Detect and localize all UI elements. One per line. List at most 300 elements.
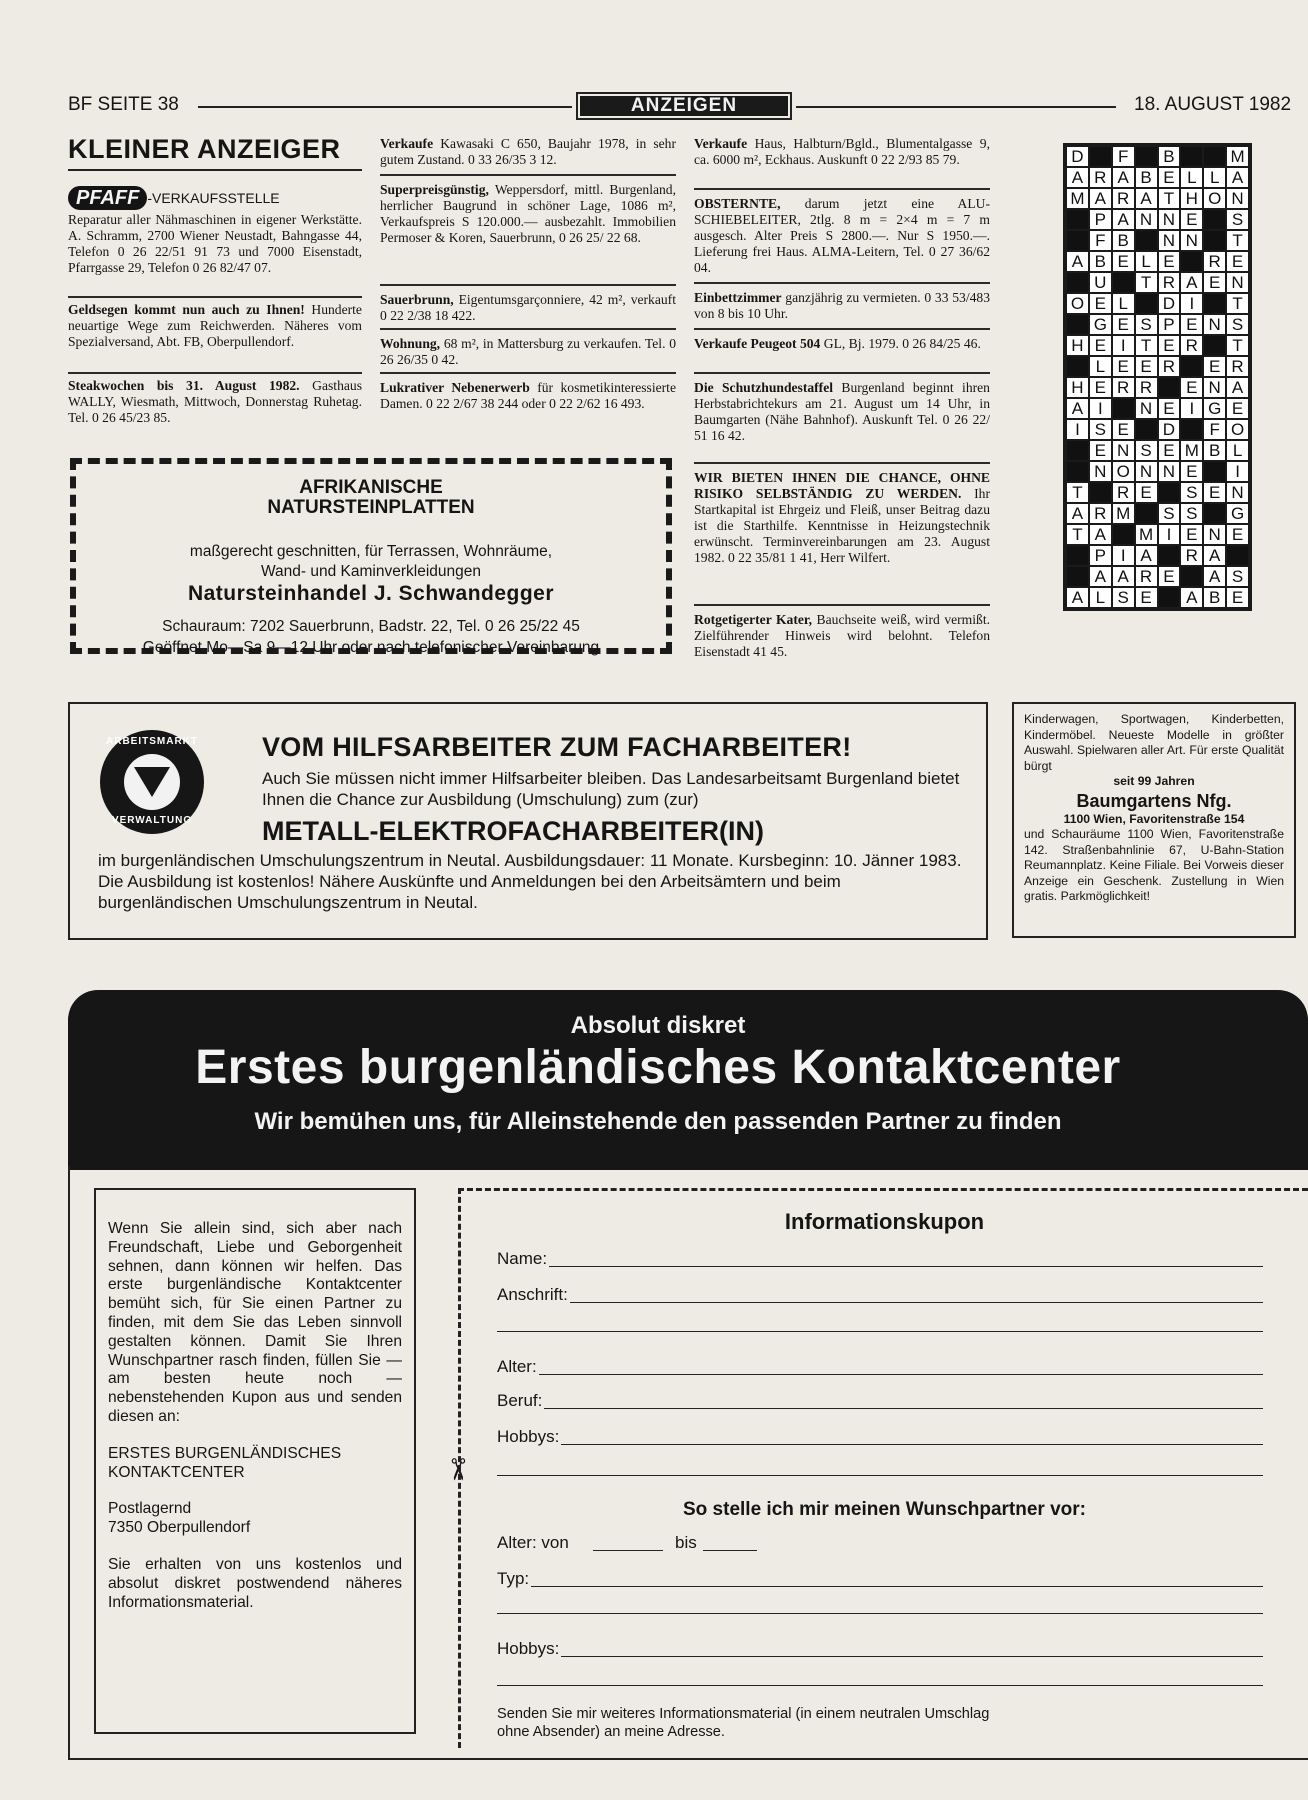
wish-hobbies-label: Hobbys:: [497, 1639, 560, 1658]
divider: [380, 174, 676, 176]
info-paragraph: Wenn Sie allein sind, sich aber nach Freundschaft, Liebe und Geborgenheit sehnen, dann können wir helfen. Das erste burgenländische Kontaktcenter bemüht sich, für Sie einen Partner zu finden, mit dem Sie das Leben sinnvoll gestalten können. Damit Sie Ihren Wunschpartner rasch finden, füllen Sie — am besten heute noch — nebenstehenden Kupon aus und senden diesen an:: [108, 1220, 402, 1425]
crossword-cell: E: [1203, 272, 1226, 293]
field-line: [497, 1302, 1263, 1303]
hobbies-field-line2[interactable]: [497, 1475, 1263, 1476]
crossword-cell: N: [1203, 377, 1226, 398]
crossword-cell: M: [1112, 503, 1135, 524]
crossword-cell: S: [1180, 482, 1203, 503]
crossword-cell: R: [1089, 167, 1112, 188]
crossword-cell: R: [1203, 251, 1226, 272]
crossword-cell: F: [1203, 419, 1226, 440]
crossword-cell: L: [1226, 440, 1249, 461]
crossword-cell: E: [1135, 356, 1158, 377]
crossword-cell: I: [1112, 545, 1135, 566]
info-address-line2: 7350 Oberpullendorf: [108, 1519, 251, 1537]
job-label: Beruf:: [497, 1391, 543, 1410]
steak-text: Gasthaus WALLY, Wiesmath, Mittwoch, Donnerstag Ruhetag. Tel. 0 26 45/23 85.: [68, 378, 362, 425]
crossword-cell: [1066, 272, 1089, 293]
crossword-cell: N: [1158, 230, 1181, 251]
geldsegen-ad: [68, 302, 362, 350]
crossword-cell: S: [1089, 419, 1112, 440]
crossword-cell: B: [1135, 167, 1158, 188]
crossword-cell: H: [1180, 188, 1203, 209]
age-field[interactable]: [497, 1355, 1263, 1377]
kawasaki-text: Kawasaki C 650, Baujahr 1978, in sehr gutem Zustand. 0 33 26/35 3 12.: [380, 136, 677, 167]
crossword-cell: S: [1226, 314, 1249, 335]
crossword-cell: E: [1158, 335, 1181, 356]
crossword-cell: [1112, 272, 1135, 293]
pfaff-ad-text: Reparatur aller Nähmaschinen in eigener Werkstätte. A. Schramm, 2700 Wiener Neustadt, Bahngasse 44, Telefon 0 26 22/51 91 73 und 7000 Eisenstadt, Pfarrgasse 29, Telefon 0 26 82/47 07.: [68, 212, 362, 275]
crossword-cell: [1203, 503, 1226, 524]
wish-age-field[interactable]: [497, 1531, 757, 1553]
crossword-cell: E: [1112, 314, 1135, 335]
pfaff-ad-header: [68, 186, 362, 210]
crossword-cell: G: [1226, 503, 1249, 524]
logo-bottom-text: VERWALTUNG: [111, 815, 193, 826]
crossword-cell: R: [1135, 377, 1158, 398]
field-line: [497, 1656, 1263, 1657]
divider: [694, 328, 990, 330]
arbeitsmarkt-body: im burgenländischen Umschulungszentrum in Neutal. Ausbildungsdauer: 11 Monate. Kursbeginn: 10. Jänner 1983. Die Ausbildung ist kostenlos! Nähere Auskünfte und Anmeldungen bei den Arbeitsämtern und beim burgenländischen Umschulungszentrum in Neutal.: [98, 851, 962, 912]
crossword-cell: R: [1158, 272, 1181, 293]
crossword-cell: T: [1226, 335, 1249, 356]
crossword-cell: T: [1135, 335, 1158, 356]
crossword-cell: E: [1180, 461, 1203, 482]
divider: [694, 462, 990, 464]
divider: [68, 296, 362, 298]
crossword-cell: R: [1180, 335, 1203, 356]
crossword-cell: A: [1203, 566, 1226, 587]
geldsegen-text: Hunderte neuartige Wege zum Reichwerden. Näheres vom Spezialversand, Abt. FB, Oberpullendorf.: [68, 302, 362, 349]
crossword-cell: L: [1180, 167, 1203, 188]
garconniere-lead: Sauerbrunn,: [380, 292, 454, 307]
chance-ad: [694, 470, 990, 566]
crossword-cell: N: [1180, 230, 1203, 251]
crossword-cell: [1203, 209, 1226, 230]
crossword-cell: [1135, 230, 1158, 251]
schutzhunde-ad: [694, 380, 990, 444]
crossword-cell: G: [1203, 398, 1226, 419]
column-title: KLEINER ANZEIGER: [68, 134, 341, 164]
natursteine-title-line1: AFRIKANISCHE: [299, 477, 443, 498]
divider: [68, 372, 362, 374]
crossword-cell: [1135, 146, 1158, 167]
crossword-cell: H: [1066, 377, 1089, 398]
crossword-cell: E: [1089, 293, 1112, 314]
divider: [694, 604, 990, 606]
kinderwagen-address: 1100 Wien, Favoritenstraße 154: [1063, 811, 1245, 826]
info-address-line1: Postlagernd: [108, 1500, 192, 1518]
crossword-cell: S: [1226, 566, 1249, 587]
crossword-cell: B: [1089, 251, 1112, 272]
wish-type-field[interactable]: [497, 1567, 1263, 1589]
crossword-cell: S: [1158, 503, 1181, 524]
crossword-cell: L: [1089, 587, 1112, 608]
crossword-cell: N: [1158, 461, 1181, 482]
crossword-cell: T: [1226, 230, 1249, 251]
address-field-line2[interactable]: [497, 1331, 1263, 1332]
crossword-cell: R: [1089, 503, 1112, 524]
column-title-rule: [68, 169, 362, 171]
job-field[interactable]: [497, 1389, 1263, 1411]
crossword-cell: [1180, 419, 1203, 440]
crossword-cell: D: [1158, 293, 1181, 314]
crossword-cell: E: [1226, 251, 1249, 272]
crossword-cell: [1203, 293, 1226, 314]
kontaktcenter-banner: [68, 990, 1308, 1170]
crossword-cell: P: [1158, 314, 1181, 335]
natursteine-company: Natursteinhandel J. Schwandegger: [187, 582, 555, 605]
info-address: [108, 1500, 402, 1538]
crossword-cell: [1158, 482, 1181, 503]
crossword-cell: F: [1112, 146, 1135, 167]
kater-ad: [694, 612, 990, 660]
crossword-cell: [1180, 146, 1203, 167]
nebenerwerb-ad: [380, 380, 676, 412]
crossword-cell: H: [1066, 335, 1089, 356]
crossword-cell: A: [1089, 188, 1112, 209]
crossword-cell: E: [1180, 314, 1203, 335]
logo-top-text: ARBEITSMARKT: [106, 736, 198, 747]
crossword-cell: O: [1112, 461, 1135, 482]
crossword-cell: E: [1135, 482, 1158, 503]
crossword-cell: S: [1135, 314, 1158, 335]
crossword-cell: A: [1066, 503, 1089, 524]
wish-hobbies-line2[interactable]: [497, 1685, 1263, 1686]
crossword-cell: A: [1135, 188, 1158, 209]
kontaktcenter-kicker: Absolut diskret: [570, 1012, 746, 1039]
crossword-cell: [1066, 209, 1089, 230]
crossword-cell: F: [1089, 230, 1112, 251]
kinderwagen-text1: Kinderwagen, Sportwagen, Kinderbetten, Kindermöbel. Neueste Modelle in größter Auswahl. Spielwaren aller Art. Für erste Qualität bürgt: [1024, 712, 1284, 773]
crossword-grid: [1063, 143, 1252, 611]
natursteine-address: Schauraum: 7202 Sauerbrunn, Badstr. 22, Tel. 0 26 25/22 45: [162, 618, 580, 635]
peugeot-ad: [694, 336, 990, 352]
natursteine-description: [76, 542, 666, 582]
section-label: [576, 92, 792, 120]
crossword-cell: E: [1112, 356, 1135, 377]
crossword-cell: [1066, 461, 1089, 482]
crossword-cell: E: [1158, 398, 1181, 419]
crossword-cell: E: [1112, 251, 1135, 272]
address-label: Anschrift:: [497, 1285, 568, 1304]
crossword-cell: A: [1089, 566, 1112, 587]
crossword-cell: E: [1226, 587, 1249, 608]
crossword-cell: A: [1180, 587, 1203, 608]
divider: [694, 188, 990, 190]
crossword-cell: T: [1066, 482, 1089, 503]
crossword-cell: A: [1226, 167, 1249, 188]
peugeot-text: GL, Bj. 1979. 0 26 84/25 46.: [823, 336, 981, 351]
crossword-cell: A: [1066, 167, 1089, 188]
crossword-cell: R: [1226, 356, 1249, 377]
crossword-cell: [1066, 314, 1089, 335]
header-rule-left: [198, 106, 572, 108]
crossword-cell: [1089, 146, 1112, 167]
crossword-cell: E: [1158, 251, 1181, 272]
crossword-cell: R: [1112, 482, 1135, 503]
crossword-cell: I: [1180, 293, 1203, 314]
crossword-cell: N: [1226, 482, 1249, 503]
crossword-cell: [1066, 230, 1089, 251]
einbettzimmer-ad: [694, 290, 990, 322]
kater-text: Bauchseite weiß, wird vermißt. Zielführender Hinweis wird belohnt. Telefon Eisenstadt 41 45.: [694, 612, 990, 659]
age-label: Alter:: [497, 1357, 537, 1376]
pfaff-logo: PFAFF: [68, 186, 147, 210]
crossword-cell: S: [1180, 503, 1203, 524]
hobbies-label: Hobbys:: [497, 1427, 560, 1446]
crossword-cell: [1180, 356, 1203, 377]
peugeot-lead: Verkaufe Peugeot 504: [694, 336, 821, 351]
crossword-cell: T: [1135, 272, 1158, 293]
coupon-footer: Senden Sie mir weiteres Informationsmaterial (in einem neutralen Umschlag ohne Absender) an meine Adresse.: [497, 1706, 990, 1740]
crossword-cell: [1089, 482, 1112, 503]
scissors-icon: ✂: [439, 1456, 475, 1483]
crossword-cell: T: [1226, 293, 1249, 314]
crossword-cell: [1135, 293, 1158, 314]
crossword-cell: L: [1135, 251, 1158, 272]
crossword-cell: E: [1226, 524, 1249, 545]
arbeitsmarkt-logo: [100, 730, 204, 834]
steak-ad: [68, 378, 362, 426]
crossword-cell: N: [1203, 524, 1226, 545]
crossword-cell: N: [1135, 398, 1158, 419]
crossword-cell: N: [1203, 314, 1226, 335]
crossword-cell: T: [1158, 188, 1181, 209]
garconniere-text: Eigentumsgarçonniere, 42 m², verkauft 0 22 2/38 18 422.: [380, 292, 676, 323]
geldsegen-lead: Geldsegen kommt nun auch zu Ihnen!: [68, 302, 305, 317]
natursteine-text1: maßgerecht geschnitten, für Terrassen, Wohnräume,: [189, 543, 553, 560]
arbeitsmarkt-headline2: METALL-ELEKTROFACHARBEITER(IN): [262, 816, 764, 846]
crossword-cell: N: [1112, 440, 1135, 461]
divider: [380, 372, 676, 374]
crossword-cell: T: [1066, 524, 1089, 545]
natursteine-text2: Wand- und Kaminverkleidungen: [261, 563, 481, 580]
crossword-cell: [1112, 524, 1135, 545]
arbeitsmarkt-ad: [68, 702, 988, 940]
crossword-cell: A: [1112, 209, 1135, 230]
kinderwagen-ad: [1012, 702, 1296, 938]
crossword-cell: I: [1112, 335, 1135, 356]
wish-type-label: Typ:: [497, 1569, 530, 1588]
wish-title: So stelle ich mir meinen Wunschpartner vor:: [683, 1499, 1086, 1520]
crossword-cell: R: [1112, 377, 1135, 398]
header-rule-right: [796, 106, 1116, 108]
crossword-cell: B: [1112, 230, 1135, 251]
crossword-cell: B: [1203, 440, 1226, 461]
crossword-cell: L: [1089, 356, 1112, 377]
crossword-cell: A: [1135, 545, 1158, 566]
kontaktcenter-info: [94, 1188, 416, 1734]
crossword-cell: S: [1226, 209, 1249, 230]
nebenerwerb-lead: Lukrativer Nebenerwerb: [380, 380, 530, 395]
divider: [380, 284, 676, 286]
schutzhunde-lead: Die Schutzhundestaffel: [694, 380, 834, 395]
crossword-cell: [1226, 545, 1249, 566]
kawasaki-lead: Verkaufe: [380, 136, 434, 151]
crossword-cell: M: [1180, 440, 1203, 461]
logo-triangle-icon: [134, 767, 170, 797]
leiter-ad: [694, 196, 990, 276]
crossword-cell: R: [1135, 566, 1158, 587]
crossword-cell: [1066, 545, 1089, 566]
crossword-cell: D: [1066, 146, 1089, 167]
crossword-cell: S: [1112, 587, 1135, 608]
crossword-cell: E: [1180, 209, 1203, 230]
schutzhunde-text: Burgenland beginnt ihren Herbstabrichtekurs am 21. August um 14 Uhr, in Baumgarten (Nähe Bahnhof). Auskunft Tel. 0 26 22/ 51 16 42.: [694, 380, 990, 443]
divider: [694, 372, 990, 374]
crossword-cell: E: [1180, 377, 1203, 398]
crossword-cell: [1158, 377, 1181, 398]
crossword-cell: [1135, 419, 1158, 440]
natursteine-title-line2: NATURSTEINPLATTEN: [267, 497, 475, 518]
haus-ad: [694, 136, 990, 168]
hobbies-field[interactable]: [497, 1425, 1263, 1447]
crossword-cell: E: [1158, 440, 1181, 461]
crossword-cell: O: [1203, 188, 1226, 209]
baugrund-lead: Superpreisgünstig,: [380, 182, 489, 197]
wish-age-to-line[interactable]: [703, 1550, 757, 1551]
crossword-cell: S: [1135, 440, 1158, 461]
crossword-cell: R: [1180, 545, 1203, 566]
information-coupon[interactable]: [458, 1188, 1308, 1748]
crossword-cell: [1203, 461, 1226, 482]
issue-date: 18. AUGUST 1982: [1134, 94, 1292, 115]
haus-text: Haus, Halbturn/Bgld., Blumentalgasse 9, ca. 6000 m², Eckhaus. Auskunft 0 22 2/93 85 79.: [694, 136, 990, 167]
crossword-cell: P: [1089, 545, 1112, 566]
einbettzimmer-text: ganzjährig zu vermieten. 0 33 53/483 von 8 bis 10 Uhr.: [694, 290, 990, 321]
crossword-cell: R: [1158, 356, 1181, 377]
crossword-cell: G: [1089, 314, 1112, 335]
leiter-text: darum jetzt eine ALU-SCHIEBELEITER, 2tlg. 8 m = 2×4 m = 7 m ausgesch. Alter Preis S 2800.—. Nur S 1950.—. Lieferung frei Haus. ALMA-Leitern, Tel. 0 27 36/62 04.: [694, 196, 990, 275]
natursteine-hours: Geöffnet Mo—Sa 9—12 Uhr oder nach telefonischer Vereinbarung: [142, 639, 600, 656]
chance-lead: WIR BIETEN IHNEN DIE CHANCE, OHNE RISIKO SELBSTÄNDIG ZU WERDEN.: [694, 470, 990, 501]
crossword-cell: E: [1180, 524, 1203, 545]
crossword-cell: A: [1066, 587, 1089, 608]
crossword-cell: E: [1203, 482, 1226, 503]
steak-lead: Steakwochen bis 31. August 1982.: [68, 378, 300, 393]
crossword-cell: A: [1180, 272, 1203, 293]
crossword-cell: [1180, 251, 1203, 272]
crossword-cell: I: [1066, 419, 1089, 440]
wish-age-from-line[interactable]: [593, 1550, 663, 1551]
crossword-cell: N: [1158, 209, 1181, 230]
crossword-cell: B: [1158, 146, 1181, 167]
crossword-cell: [1066, 440, 1089, 461]
crossword-cell: A: [1066, 398, 1089, 419]
crossword-cell: O: [1066, 293, 1089, 314]
kontaktcenter-title: Erstes burgenländisches Kontaktcenter: [195, 1041, 1121, 1094]
field-line: [497, 1444, 1263, 1445]
crossword-cell: E: [1203, 356, 1226, 377]
crossword-cell: E: [1089, 377, 1112, 398]
crossword-cell: [1158, 587, 1181, 608]
wish-type-line2[interactable]: [497, 1613, 1263, 1614]
wish-hobbies-field[interactable]: [497, 1637, 1263, 1659]
baugrund-ad: [380, 182, 676, 246]
crossword-cell: D: [1158, 419, 1181, 440]
leiter-lead: OBSTERNTE,: [694, 196, 781, 211]
info-closing: Sie erhalten von uns kostenlos und absolut diskret postwendend näheres Informationsmaterial.: [108, 1555, 402, 1611]
name-label: Name:: [497, 1249, 548, 1268]
crossword-cell: A: [1226, 377, 1249, 398]
haus-lead: Verkaufe: [694, 136, 748, 151]
wohnung-ad: [380, 336, 676, 368]
crossword-cell: A: [1112, 566, 1135, 587]
crossword-cell: M: [1066, 188, 1089, 209]
crossword-cell: A: [1066, 251, 1089, 272]
crossword-cell: E: [1226, 398, 1249, 419]
crossword-cell: [1135, 503, 1158, 524]
crossword-cell: N: [1135, 209, 1158, 230]
wish-age-to-label: bis: [675, 1533, 697, 1552]
kinderwagen-text2: und Schauräume 1100 Wien, Favoritenstraße 142. Straßenbahnlinie 67, U-Bahn-Station Reumannplatz. Keine Filiale. Bei Vorweis dieser Anzeige ein Geschenk. Zustellung in Wien gratis. Parkmöglichkeit!: [1024, 827, 1284, 903]
arbeitsmarkt-headline: VOM HILFSARBEITER ZUM FACHARBEITER!: [262, 732, 852, 762]
nebenerwerb-text: für kosmetikinteressierte Damen. 0 22 2/67 38 244 oder 0 22 2/62 16 493.: [380, 380, 676, 411]
chance-text: Ihr Startkapital ist Ehrgeiz und Fleiß, unser Beitrag dazu ist die Starthilfe. Kenntnisse in Heizungstechnik erwünscht. Terminvereinbarungen am 23. August 1982. 0 22 35/81 1 41, Herr Wilfert.: [694, 486, 990, 565]
garconniere-ad: [380, 292, 676, 324]
address-field[interactable]: [497, 1283, 1263, 1305]
crossword-cell: [1158, 545, 1181, 566]
kawasaki-ad: [380, 136, 676, 168]
baugrund-text: Weppersdorf, mittl. Burgenland, herrlicher Baugrund in schöner Lage, 1086 m², Verkaufspreis S 120.000.— ausbezahlt. Immobilien Permoser & Koren, Sauerbrunn, 0 26 25/ 22 68.: [380, 182, 677, 245]
crossword-cell: A: [1112, 167, 1135, 188]
wohnung-lead: Wohnung,: [380, 336, 441, 351]
crossword-cell: U: [1089, 272, 1112, 293]
crossword-cell: I: [1180, 398, 1203, 419]
name-field[interactable]: [497, 1247, 1263, 1269]
arbeitsmarkt-intro: Auch Sie müssen nicht immer Hilfsarbeiter bleiben. Das Landesarbeitsamt Burgenland bietet Ihnen die Chance zur Ausbildung (Umschulung) zum (zur): [262, 769, 960, 809]
wohnung-text: 68 m², in Mattersburg zu verkaufen. Tel. 0 26 26/35 0 42.: [380, 336, 676, 367]
crossword-cell: E: [1158, 566, 1181, 587]
kater-lead: Rotgetigerter Kater,: [694, 612, 813, 627]
crossword-cell: E: [1135, 587, 1158, 608]
kinderwagen-company: Baumgartens Nfg.: [1076, 790, 1232, 811]
crossword-cell: A: [1089, 524, 1112, 545]
crossword-cell: [1203, 146, 1226, 167]
info-recipient: ERSTES BURGENLÄNDISCHES KONTAKTCENTER: [108, 1444, 342, 1481]
kinderwagen-since: seit 99 Jahren: [1113, 774, 1195, 788]
field-line: [497, 1266, 1263, 1267]
crossword-cell: [1066, 356, 1089, 377]
page-number: BF SEITE 38: [68, 94, 179, 115]
crossword-cell: N: [1226, 188, 1249, 209]
crossword-cell: M: [1135, 524, 1158, 545]
crossword-cell: A: [1203, 545, 1226, 566]
crossword-cell: [1066, 566, 1089, 587]
crossword-cell: E: [1089, 335, 1112, 356]
crossword-cell: R: [1112, 188, 1135, 209]
crossword-cell: E: [1158, 167, 1181, 188]
crossword-cell: [1180, 566, 1203, 587]
coupon-title: Informationskupon: [784, 1209, 985, 1234]
crossword-cell: P: [1089, 209, 1112, 230]
kontaktcenter-subtitle: Wir bemühen uns, für Alleinstehende den passenden Partner zu finden: [254, 1108, 1062, 1135]
crossword-cell: [1112, 398, 1135, 419]
field-line: [497, 1586, 1263, 1587]
field-line: [497, 1374, 1263, 1375]
crossword-cell: L: [1112, 293, 1135, 314]
pfaff-suffix: -VERKAUFSSTELLE: [147, 190, 280, 206]
crossword-cell: N: [1089, 461, 1112, 482]
crossword-cell: E: [1112, 419, 1135, 440]
crossword-cell: [1203, 230, 1226, 251]
natursteine-ad: [70, 458, 672, 654]
crossword-cell: O: [1226, 419, 1249, 440]
divider: [694, 282, 990, 284]
crossword-cell: I: [1089, 398, 1112, 419]
crossword-cell: N: [1226, 272, 1249, 293]
